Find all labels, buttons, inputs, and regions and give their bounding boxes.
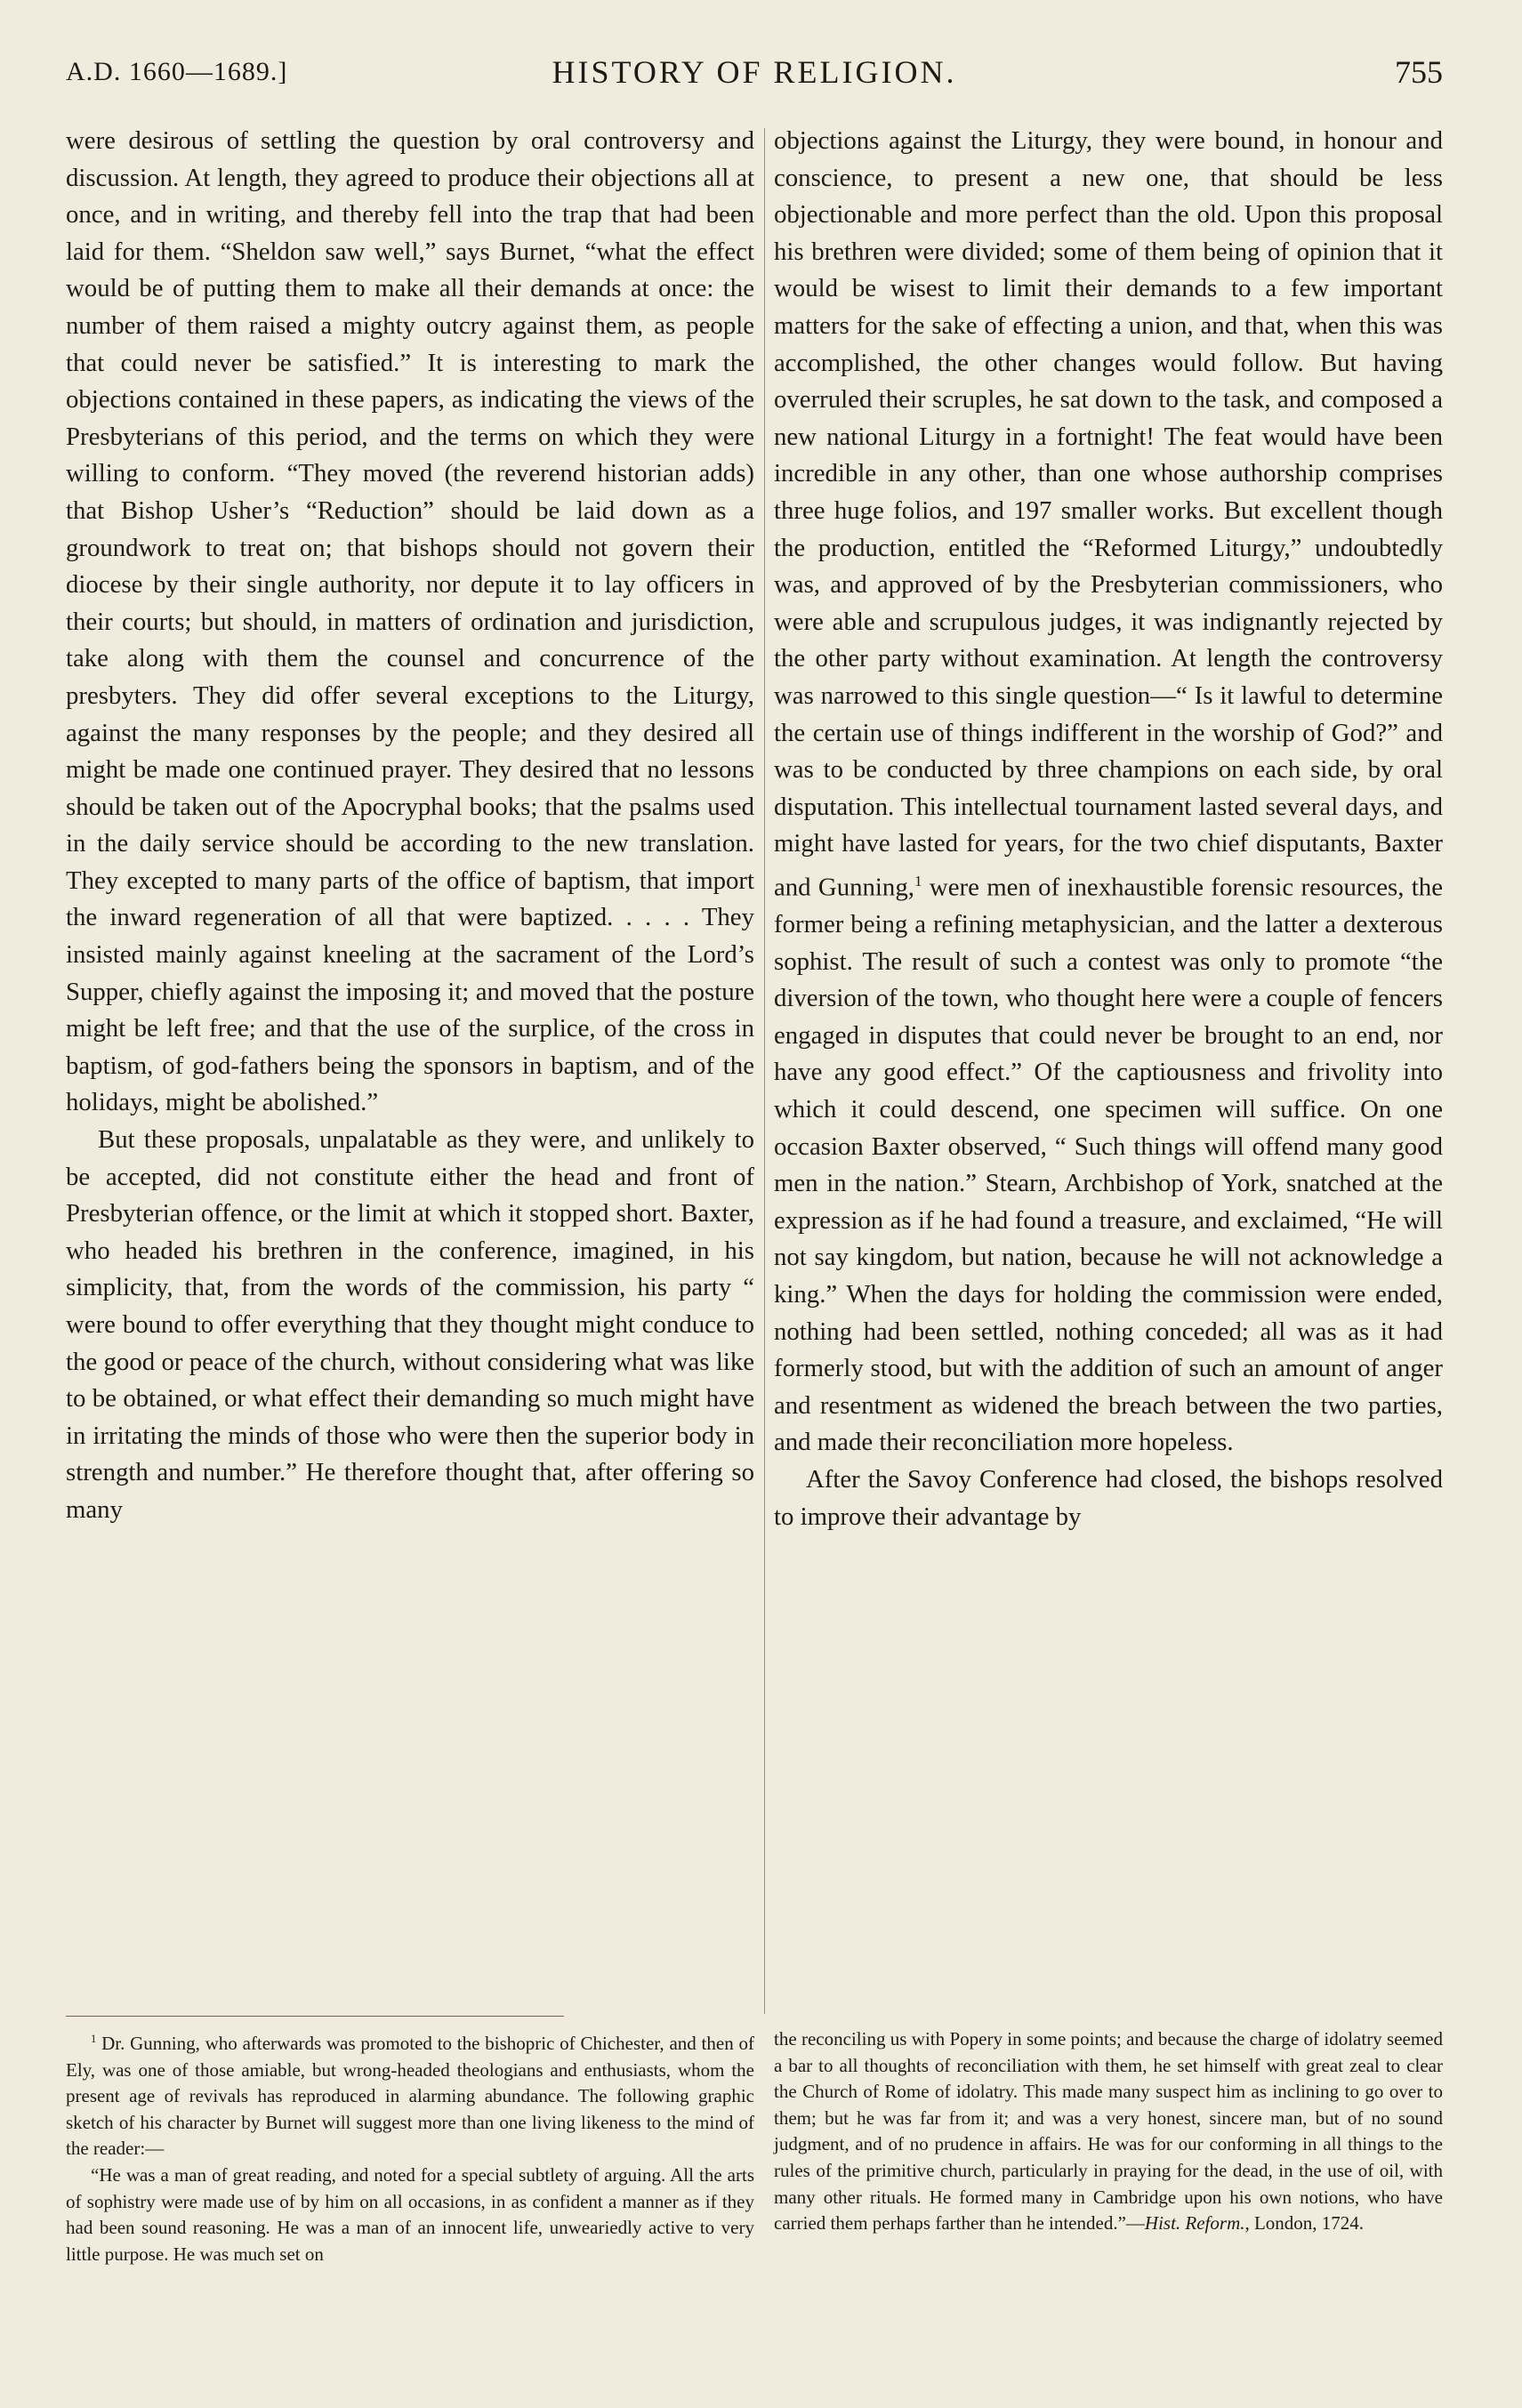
column-divider (764, 128, 765, 2014)
right-paragraph-1 (774, 123, 1443, 1462)
footnote-left-column (66, 2026, 754, 2267)
footnote-mark: 1 (91, 2033, 97, 2045)
footnote-text-3: the reconciling us with Popery in some points; and because the charge of idolatry seemed a bar to all thoughts of reconciliation with them, he set himself with great zeal to clear the Church of Rome of idolatry. This made many suspect him as inclining to go over to them; but he was far from it; and was a very honest, sincere man, but of no sound judgment, and of no prudence in affairs. He was for our conforming in all things to the rules of the primitive church, particularly in praying for the dead, in the use of oil, with many other rituals. He formed many in Cambridge upon his own notions, who have carried them perhaps farther than he intended.”— (774, 2028, 1443, 2235)
footnote-paragraph-3 (774, 2026, 1443, 2237)
header-title: HISTORY OF RELIGION. (552, 54, 957, 90)
left-paragraph-1: were desirous of settling the question by oral controversy and discussion. At length, they agreed to produce their objections all at once, and in writing, and thereby fell into the trap that had been laid for them. “Sheldon saw well,” says Burnet, “what the effect would be of putting them to make all their demands at once: the number of them raised a mighty outcry against them, as people that could never be satisfied.” It is interesting to mark the objections contained in these papers, as indicating the views of the Presbyterians of this period, and the terms on which they were willing to conform. “They moved (the reverend historian adds) that Bishop Usher’s “Reduction” should be laid down as a groundwork to treat on; that bishops should not govern their diocese by their single authority, nor depute it to lay officers in their courts; but should, in matters of ordination and jurisdiction, take along with them the counsel and concurrence of the presbyters. They did offer several exceptions to the Liturgy, against the many responses by the people; and they desired all might be made one continued prayer. They desired that no lessons should be taken out of the Apocryphal books; that the psalms used in the daily service should be according to the new translation. They excepted to many parts of the office of baptism, that import the inward regeneration of all that were baptized. . . . . They insisted mainly against kneeling at the sacrament of the Lord’s Supper, chiefly against the imposing it; and moved that the posture might be left free; and that the use of the surplice, of the cross in baptism, of god-fathers being the sponsors in baptism, and of the holidays, might be abolished.” (66, 126, 754, 1117)
footnote-right-column (774, 2026, 1443, 2237)
footnote-rule (66, 2016, 564, 2017)
footnote-paragraph-1 (66, 2026, 754, 2162)
right-paragraph-1-end: were men of inexhaustible forensic resources, the former being a refining metaphysician, and the latter a dexterous sophist. The result of such a contest was only to promote “the diversion of the town, who thought here were a couple of fencers engaged in disputes that could never be brought to an end, nor have any good effect.” Of the captiousness and frivolity into which it could descend, one specimen will suffice. On one occasion Baxter observed, “ Such things will offend many good men in the nation.” Stearn, Archbishop of York, snatched at the expression as if he had found a treasure, and exclaimed, “He will not say kingdom, but nation, because he will not acknowledge a king.” When the days for holding the commission were ended, nothing had been settled, nothing conceded; all was as it had formerly stood, but with the addition of such an amount of anger and resentment as widened the breach between the two parties, and made their reconciliation more hopeless. (774, 873, 1443, 1457)
running-header (66, 50, 1443, 103)
footnote-reference-mark: 1 (914, 872, 922, 890)
page-number: 755 (1395, 54, 1443, 90)
right-column (774, 123, 1443, 1535)
footnote-paragraph-2: “He was a man of great reading, and noted for a special subtlety of arguing. All the arts of sophistry were made use of by him on all occasions, in as confident a manner as if they had been sound reasoning. He was a man of an innocent life, unweariedly active to very little purpose. He was much set on (66, 2163, 754, 2265)
footnote-text-1: Dr. Gunning, who afterwards was promoted to the bishopric of Chichester, and then of Ely, was one of those amiable, but wrong-headed theologians and enthusiasts, whom the present age of revivals has reproduced in alarming abundance. The following graphic sketch of his character by Burnet will suggest more than one living likeness to the mind of the reader:— (66, 2033, 754, 2160)
right-paragraph-1-start: objections against the Liturgy, they were bound, in honour and conscience, to present a new one, that should be less objectionable and more perfect than the old. Upon this proposal his brethren were divided; some of them being of opinion that it would be wisest to limit their demands to a few important matters for the sake of effecting a union, and that, when this was accomplished, the other changes would follow. But having overruled their scruples, he sat down to the task, and composed a new national Liturgy in a fortnight! The feat would have been incredible in any other, than one whose authorship comprises three huge folios, and 197 smaller works. But excellent though the production, entitled the “Reformed Liturgy,” undoubtedly was, and approved of by the Presbyterian commissioners, who were able and scrupulous judges, it was indignantly rejected by the other party without examination. At length the controversy was narrowed to this single question—“ Is it lawful to determine the certain use of things indifferent in the worship of God?” and was to be conducted by three champions on each side, by oral disputation. This intellectual tournament lasted several days, and might have lasted for years, for the two chief disputants, Baxter and Gunning, (774, 126, 1443, 902)
footnote-citation-tail: , London, 1724. (1244, 2212, 1365, 2235)
right-paragraph-2: After the Savoy Conference had closed, the bishops resolved to improve their advantage by (774, 1464, 1443, 1531)
footnote-citation: Hist. Reform. (1144, 2212, 1245, 2235)
left-column (66, 123, 754, 1529)
left-paragraph-2: But these proposals, unpalatable as they were, and unlikely to be accepted, did not constitute either the head and front of Presbyterian offence, or the limit at which it stopped short. Baxter, who headed his brethren in the conference, imagined, in his simplicity, that, from the words of the commission, his party “ were bound to offer everything that they thought might conduce to the good or peace of the church, without considering what was like to be obtained, or what effect their demanding so much might have in irritating the minds of those who were then the superior body in strength and number.” He therefore thought that, after offering so many (66, 1125, 754, 1524)
header-date-range: A.D. 1660—1689.] (66, 57, 288, 86)
page (66, 50, 1443, 2363)
